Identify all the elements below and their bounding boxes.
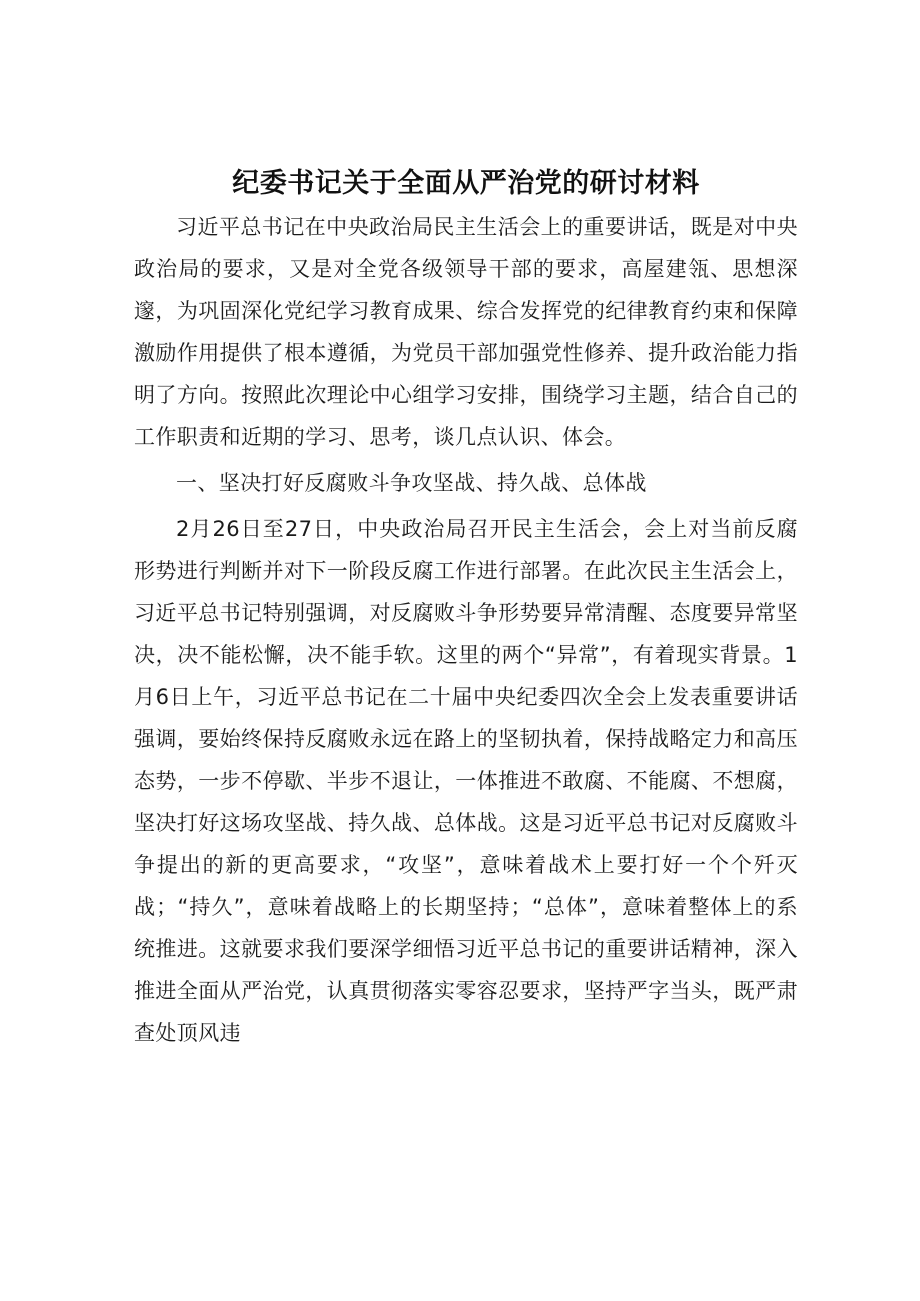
intro-paragraph: 习近平总书记在中央政治局民主生活会上的重要讲话，既是对中央政治局的要求，又是对全党各级领导干部的要求，高屋建瓴、思想深邃，为巩固深化党纪学习教育成果、综合发挥党的纪律教育约束和保障激励作用提供了根本遵循，为党员干部加强党性修养、提升政治能力指明了方向。按照此次理论中心组学习安排，围绕学习主题，结合自己的工作职责和近期的学习、思考，谈几点认识、体会。 [134, 215, 798, 449]
document-body [134, 162, 798, 1054]
section-heading: 一、坚决打好反腐败斗争攻坚战、持久战、总体战 [176, 471, 647, 495]
document-title: 纪委书记关于全面从严治党的研讨材料 [232, 168, 700, 199]
section-paragraph: 2月26日至27日，中央政治局召开民主生活会，会上对当前反腐形势进行判断并对下一阶段反腐工作进行部署。在此次民主生活会上，习近平总书记特别强调，对反腐败斗争形势要异常清醒、态度要异常坚决，决不能松懈，决不能手软。这里的两个“异常”，有着现实背景。1月6日上午，习近平总书记在二十届中央纪委四次全会上发表重要讲话强调，要始终保持反腐败永远在路上的坚韧执着，保持战略定力和高压态势，一步不停歇、半步不退让，一体推进不敢腐、不能腐、不想腐，坚决打好这场攻坚战、持久战、总体战。这是习近平总书记对反腐败斗争提出的新的更高要求，“攻坚”，意味着战术上要打好一个个歼灭战；“持久”，意味着战略上的长期坚持；“总体”，意味着整体上的系统推进。这就要求我们要深学细悟习近平总书记的重要讲话精神，深入推进全面从严治党，认真贯彻落实零容忍要求，坚持严字当头，既严肃查处顶风违 [134, 517, 798, 1045]
